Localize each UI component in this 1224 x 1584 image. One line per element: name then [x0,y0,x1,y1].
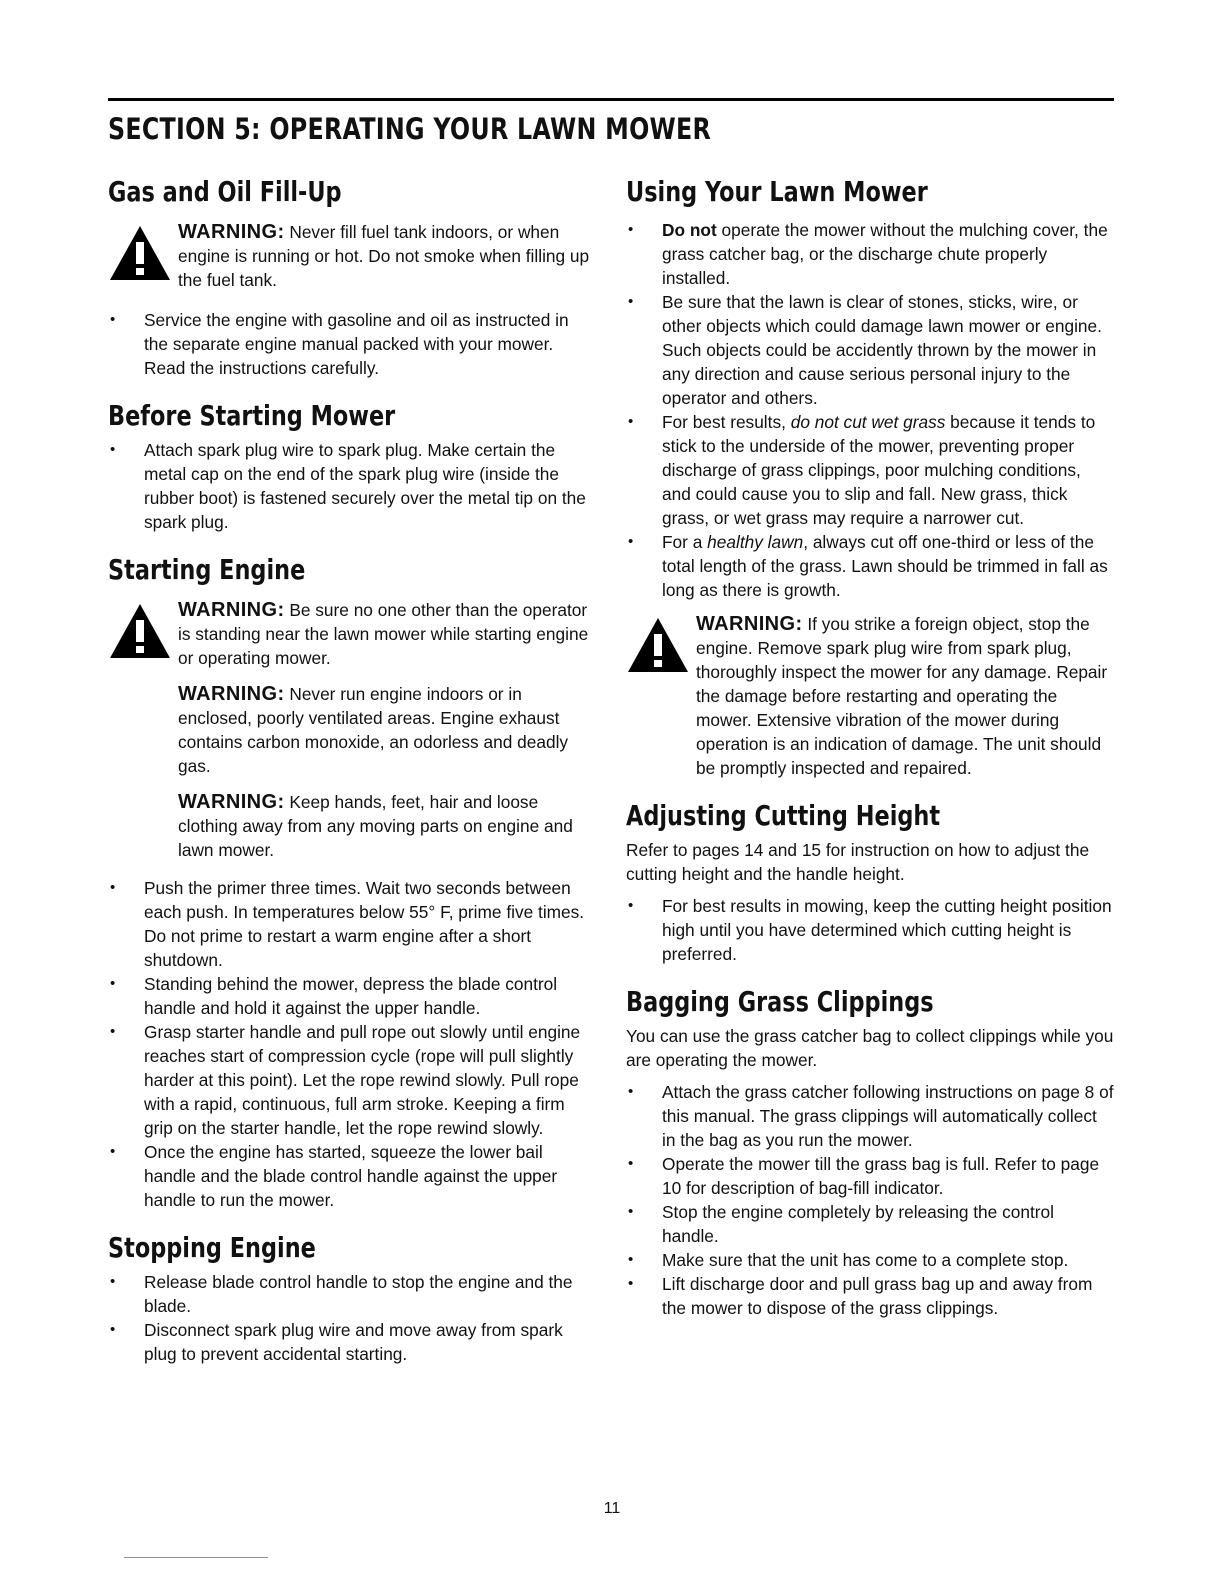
bagging-intro: You can use the grass catcher bag to collect clippings while you are operating the mower. [626,1026,1114,1070]
warning-start-2 [108,682,592,778]
warning-start-3 [108,790,592,862]
warning-label: WARNING: [178,683,285,705]
list-item: • For best results in mowing, keep the cutting height position high until you have determined which cutting height is preferred. [626,894,1114,966]
list-item [626,218,1114,290]
list-item-text: operate the mower without the mulching cover, the grass catcher bag, or the discharge chute properly installed. [662,220,1108,288]
stopping-list [108,1270,592,1366]
before-list [108,438,592,534]
heading-adjusting-height: Adjusting Cutting Height [626,799,941,832]
warning-label: WARNING: [178,599,285,621]
list-item: • Make sure that the unit has come to a complete stop. [626,1248,1114,1272]
list-item: • Be sure that the lawn is clear of stones, sticks, wire, or other objects which could damage lawn mower or engine. Such objects could be accidently thrown by the mower in any direction and cause serious personal injury to the operator and others. [626,290,1114,410]
heading-using-mower: Using Your Lawn Mower [626,175,928,208]
using-list [626,218,1114,602]
list-item: • Release blade control handle to stop the engine and the blade. [108,1270,592,1318]
warning-start-1 [108,598,592,670]
emphasis-bold: Do not [662,220,717,240]
list-item: • Service the engine with gasoline and oil as instructed in the separate engine manual packed with your mower. Read the instructions carefully. [108,308,592,380]
right-column [626,174,1114,1320]
list-item: • Standing behind the mower, depress the blade control handle and hold it against the upper handle. [108,972,592,1020]
section-title: SECTION 5: OPERATING YOUR LAWN MOWER [108,112,712,146]
warning-text: If you strike a foreign object, stop the engine. Remove spark plug wire from spark plug, thoroughly inspect the mower for any damage. Repair the damage before restarting and operating the mower. Extensive vibration of the mower during operation is an indication of damage. The unit should be promptly inspected and repaired. [696,614,1108,778]
emphasis-italic: healthy lawn [707,532,804,552]
warning-icon [108,602,172,660]
list-item-text: because it tends to stick to the underside of the mower, preventing proper discharge of grass clippings, poor mulching conditions, and could cause you to slip and fall. New grass, thick grass, or wet grass may require a narrower cut. [662,412,1096,528]
heading-gas-oil: Gas and Oil Fill-Up [108,175,342,208]
bagging-list [626,1080,1114,1320]
gas-list [108,308,592,380]
warning-icon [108,224,172,282]
list-item-text: For best results, [662,412,791,432]
list-item: • Grasp starter handle and pull rope out slowly until engine reaches start of compression cycle (rope will pull slightly harder at this point). Let the rope rewind slowly. Pull rope with a rapid, continuous, full arm stroke. Keeping a firm grip on the starter handle, let the rope rewind slowly. [108,1020,592,1140]
starting-list [108,876,592,1212]
list-item: • Stop the engine completely by releasing the control handle. [626,1200,1114,1248]
left-column [108,174,592,1366]
warning-text: Never fill fuel tank indoors, or when engine is running or hot. Do not smoke when filling up the fuel tank. [178,222,590,290]
list-item: • Push the primer three times. Wait two seconds between each push. In temperatures below 55° F, prime five times. Do not prime to restart a warm engine after a short shutdown. [108,876,592,972]
footer-rule [124,1557,268,1558]
heading-before-starting: Before Starting Mower [108,399,396,432]
adjusting-list [626,894,1114,966]
heading-bagging: Bagging Grass Clippings [626,985,934,1018]
warning-text: Be sure no one other than the operator is standing near the lawn mower while starting engine or operating mower. [178,600,589,668]
emphasis-italic: do not cut wet grass [790,412,946,432]
warning-foreign-object [626,612,1114,780]
list-item [626,530,1114,602]
list-item [626,410,1114,530]
warning-label: WARNING: [696,613,803,635]
heading-stopping-engine: Stopping Engine [108,1231,316,1264]
list-item: • Attach the grass catcher following instructions on page 8 of this manual. The grass clippings will automatically collect in the bag as you run the mower. [626,1080,1114,1152]
heading-starting-engine: Starting Engine [108,553,306,586]
list-item: • Once the engine has started, squeeze the lower bail handle and the blade control handle against the upper handle to run the mower. [108,1140,592,1212]
page-number: 11 [603,1500,621,1517]
list-item: • Operate the mower till the grass bag is full. Refer to page 10 for description of bag-fill indicator. [626,1152,1114,1200]
list-item: • Disconnect spark plug wire and move away from spark plug to prevent accidental starting. [108,1318,592,1366]
warning-label: WARNING: [178,791,285,813]
warning-icon [626,616,690,674]
top-rule [108,98,1114,101]
adjusting-intro: Refer to pages 14 and 15 for instruction on how to adjust the cutting height and the handle height. [626,840,1090,884]
warning-text: Keep hands, feet, hair and loose clothing away from any moving parts on engine and lawn mower. [178,792,573,860]
warning-gas [108,220,592,292]
list-item: • Lift discharge door and pull grass bag up and away from the mower to dispose of the grass clippings. [626,1272,1114,1320]
list-item-text: For a [662,532,708,552]
warning-text: Never run engine indoors or in enclosed, poorly ventilated areas. Engine exhaust contains carbon monoxide, an odorless and deadly gas. [178,684,569,776]
warning-label: WARNING: [178,221,285,243]
list-item: • Attach spark plug wire to spark plug. Make certain the metal cap on the end of the spark plug wire (inside the rubber boot) is fastened securely over the metal tip on the spark plug. [108,438,592,534]
list-item-text: , always cut off one-third or less of the total length of the grass. Lawn should be trimmed in fall as long as there is growth. [662,532,1108,600]
